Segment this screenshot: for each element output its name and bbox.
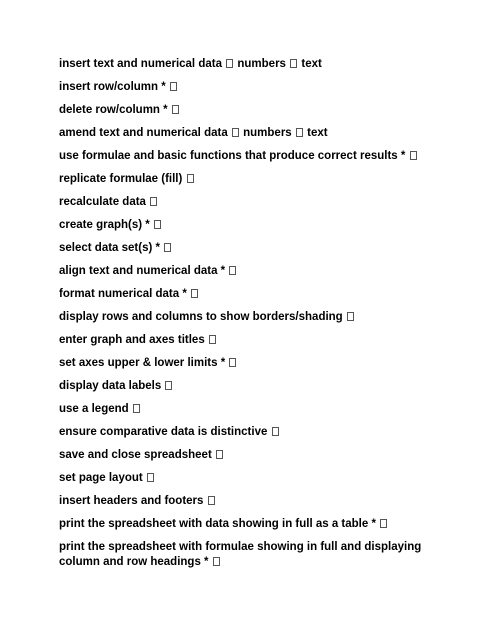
checkbox-icon: [164, 243, 171, 252]
checklist-item: [59, 540, 439, 570]
item-text: use a legend: [59, 403, 129, 415]
checklist-item: [59, 264, 439, 279]
checklist-item: [59, 356, 439, 371]
checklist-item: [59, 103, 439, 118]
checklist-item: [59, 471, 439, 486]
item-text: insert headers and footers: [59, 495, 204, 507]
checklist-item: [59, 172, 439, 187]
checklist-item: [59, 310, 439, 325]
item-text: insert row/column *: [59, 81, 166, 93]
checkbox-icon: [380, 519, 387, 528]
checkbox-icon: [191, 289, 198, 298]
item-text: create graph(s) *: [59, 219, 150, 231]
checkbox-icon: [216, 450, 223, 459]
item-text: insert text and numerical data: [59, 58, 222, 70]
checkbox-icon: [187, 174, 194, 183]
checkbox-icon: [272, 427, 279, 436]
checkbox-icon: [226, 59, 233, 68]
item-text: amend text and numerical data: [59, 127, 228, 139]
item-text: display data labels: [59, 380, 162, 392]
item-text: save and close spreadsheet: [59, 449, 212, 461]
checklist-item: [59, 149, 439, 164]
checklist-item: [59, 57, 439, 72]
checkbox-icon: [154, 220, 161, 229]
checklist-item: [59, 218, 439, 233]
checkbox-icon: [165, 381, 172, 390]
checklist-item: [59, 402, 439, 417]
checklist-item: [59, 379, 439, 394]
checklist-item: [59, 80, 439, 95]
checkbox-icon: [150, 197, 157, 206]
item-text: display rows and columns to show borders/shading: [59, 311, 343, 323]
checkbox-icon: [290, 59, 297, 68]
checkbox-icon: [410, 151, 417, 160]
item-text: use formulae and basic functions that produce correct results *: [59, 150, 406, 162]
checklist-item: [59, 517, 439, 532]
item-part: text: [301, 58, 322, 70]
checklist-item: [59, 333, 439, 348]
item-text: ensure comparative data is distinctive: [59, 426, 268, 438]
checkbox-icon: [232, 128, 239, 137]
item-text: delete row/column *: [59, 104, 168, 116]
checkbox-icon: [172, 105, 179, 114]
item-text: format numerical data *: [59, 288, 187, 300]
checklist-item: [59, 126, 439, 141]
item-text: enter graph and axes titles: [59, 334, 205, 346]
checklist-item: [59, 425, 439, 440]
item-part: numbers: [237, 58, 286, 70]
item-text: print the spreadsheet with formulae showing in full and displaying column and row headings *: [59, 541, 422, 568]
item-part: text: [307, 127, 328, 139]
checkbox-icon: [229, 266, 236, 275]
checkbox-icon: [296, 128, 303, 137]
checkbox-icon: [229, 358, 236, 367]
item-text: print the spreadsheet with data showing in full as a table *: [59, 518, 376, 530]
checklist-item: [59, 448, 439, 463]
checkbox-icon: [209, 335, 216, 344]
item-part: numbers: [243, 127, 292, 139]
checkbox-icon: [133, 404, 140, 413]
checklist-item: [59, 494, 439, 509]
checkbox-icon: [347, 312, 354, 321]
item-text: recalculate data: [59, 196, 146, 208]
checkbox-icon: [147, 473, 154, 482]
item-text: select data set(s) *: [59, 242, 160, 254]
item-text: align text and numerical data *: [59, 265, 226, 277]
checkbox-icon: [170, 82, 177, 91]
item-text: replicate formulae (fill): [59, 173, 183, 185]
checkbox-icon: [213, 557, 220, 566]
skills-checklist: [59, 57, 439, 578]
item-text: set axes upper & lower limits *: [59, 357, 226, 369]
checkbox-icon: [208, 496, 215, 505]
checklist-item: [59, 241, 439, 256]
checklist-item: [59, 287, 439, 302]
item-text: set page layout: [59, 472, 143, 484]
checklist-item: [59, 195, 439, 210]
